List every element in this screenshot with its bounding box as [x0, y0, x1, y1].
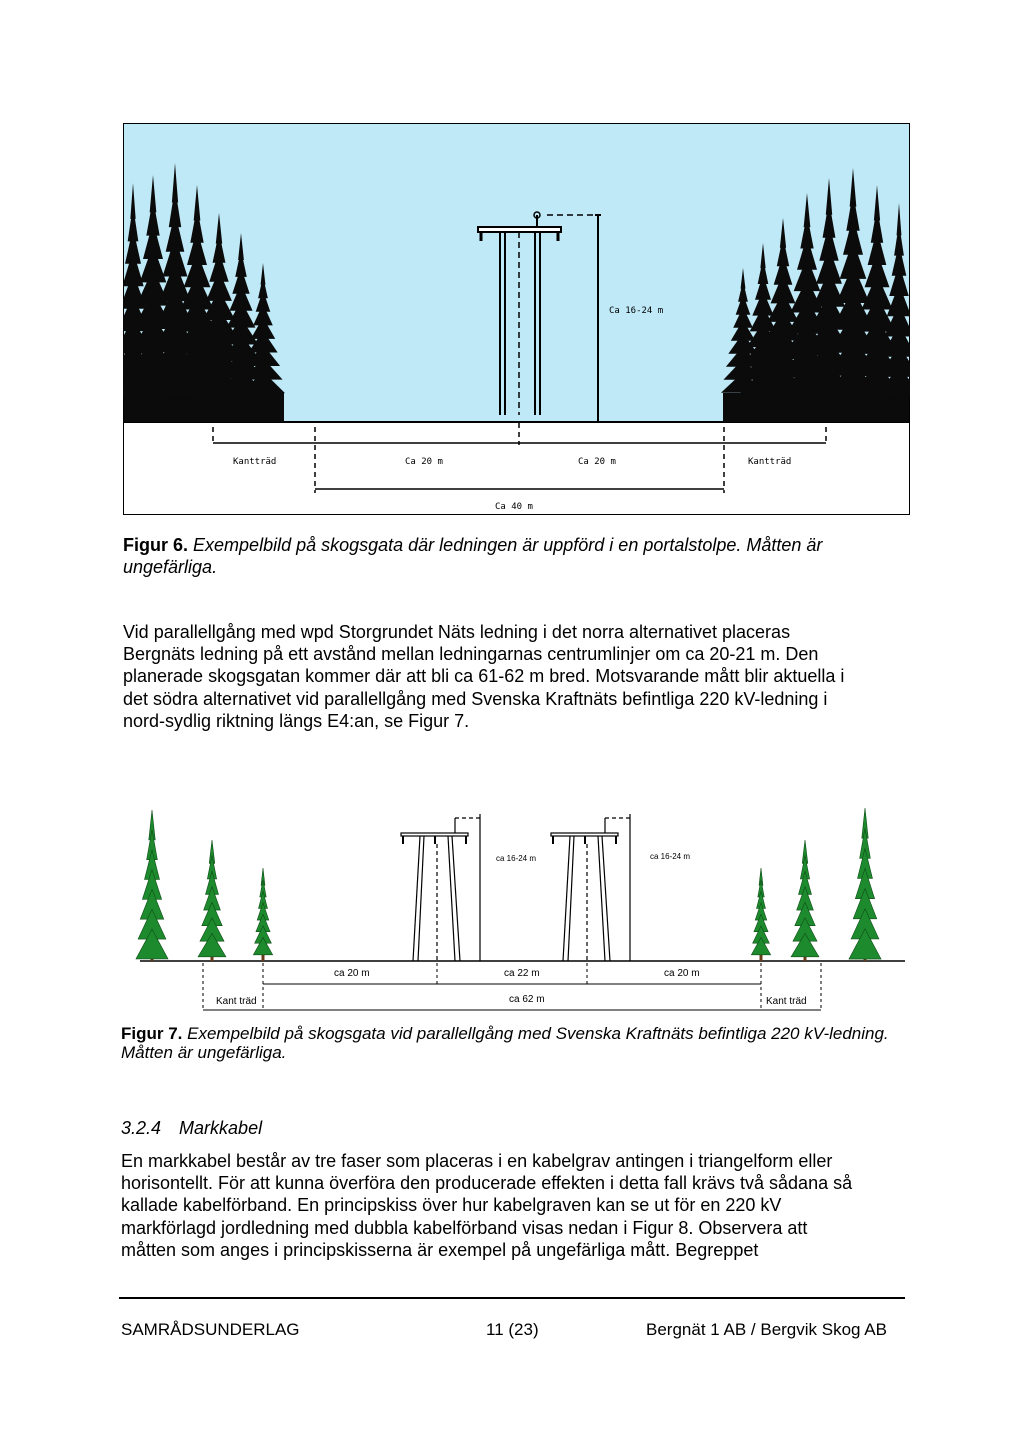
figure-7-caption — [121, 1024, 921, 1062]
height-label: Ca 16-24 m — [609, 306, 664, 316]
distance-total-label: ca 62 m — [509, 994, 545, 1005]
paragraph-line: kallade kabelförband. En principskiss över hur kabelgraven kan se ut för en 220 kV — [121, 1195, 782, 1216]
figure-6-caption — [123, 534, 903, 578]
pylon-right — [551, 814, 630, 961]
footer-divider — [119, 1297, 905, 1299]
height-left-label: ca 16-24 m — [496, 854, 537, 863]
figure-7 — [130, 800, 920, 1020]
body-paragraph-2 — [121, 1150, 911, 1261]
distance-a-label: ca 20 m — [334, 968, 370, 979]
footer-right: Bergnät 1 AB / Bergvik Skog AB — [646, 1320, 887, 1339]
figure-6-illustration — [123, 123, 910, 515]
distance-right-label: Ca 20 m — [578, 457, 616, 467]
paragraph-line: planerade skogsgatan kommer där att bli ca 61-62 m bred. Motsvarande mått blir aktuella i — [123, 666, 845, 687]
green-tree — [751, 868, 770, 961]
distance-total-label: Ca 40 m — [495, 502, 533, 512]
green-tree — [253, 868, 272, 961]
green-tree — [849, 808, 881, 961]
paragraph-line: måtten som anges i principskisserna är exempel på ungefärliga mått. Begreppet — [121, 1239, 759, 1260]
figure-7-caption-line-1: Exempelbild på skogsgata vid parallellgång med Svenska Kraftnäts befintliga 220 kV-ledning. — [187, 1024, 889, 1043]
distance-left-label: Ca 20 m — [405, 457, 443, 467]
body-paragraph-1 — [123, 621, 913, 732]
footer-left: SAMRÅDSUNDERLAG — [121, 1320, 300, 1339]
paragraph-line: horisontellt. För att kunna överföra den producerade effekten i detta fall krävs två sådana så — [121, 1173, 853, 1194]
figure-7-illustration — [130, 800, 920, 1020]
edge-tree-right-label: Kantträd — [748, 457, 792, 467]
paragraph-line: nord-sydlig riktning längs E4:an, se Figur 7. — [123, 710, 470, 731]
distance-b-label: ca 22 m — [504, 968, 540, 979]
height-right-label: ca 16-24 m — [650, 852, 691, 861]
figure-7-caption-line-2: Måtten är ungefärliga. — [121, 1043, 287, 1062]
figure-6-caption-text: Exempelbild på skogsgata där ledningen är uppförd i en portalstolpe. Måtten är ungefärliga. — [123, 535, 823, 577]
green-tree — [136, 810, 168, 961]
distance-c-label: ca 20 m — [664, 968, 700, 979]
paragraph-line: Vid parallellgång med wpd Storgrundet Näts ledning i det norra alternativet placeras — [123, 622, 791, 642]
paragraph-line: Bergnäts ledning på ett avstånd mellan ledningarnas centrumlinjer om ca 20-21 m. Den — [123, 644, 819, 665]
edge-tree-right-label: Kant träd — [766, 996, 807, 1007]
edge-trees — [136, 808, 881, 961]
figure-6 — [123, 123, 910, 515]
section-title: Markkabel — [179, 1118, 263, 1138]
edge-tree-left-label: Kantträd — [233, 457, 277, 467]
figure-6-caption-label: Figur 6. — [123, 535, 189, 555]
pylon-left — [401, 814, 480, 961]
paragraph-line: markförlagd jordledning med dubbla kabelförband visas nedan i Figur 8. Observera att — [121, 1217, 808, 1238]
edge-tree-left-label: Kant träd — [216, 996, 257, 1007]
paragraph-line: En markkabel består av tre faser som placeras i en kabelgrav antingen i triangelform eller — [121, 1151, 833, 1171]
green-tree — [791, 840, 819, 961]
paragraph-line: det södra alternativet vid parallellgång med Svenska Kraftnäts befintliga 220 kV-ledning i — [123, 688, 828, 709]
green-tree — [198, 840, 226, 961]
section-number: 3.2.4 — [121, 1118, 162, 1138]
footer-page-number: 11 (23) — [486, 1320, 539, 1339]
figure-7-caption-label: Figur 7. — [121, 1024, 183, 1043]
section-heading — [121, 1118, 262, 1139]
